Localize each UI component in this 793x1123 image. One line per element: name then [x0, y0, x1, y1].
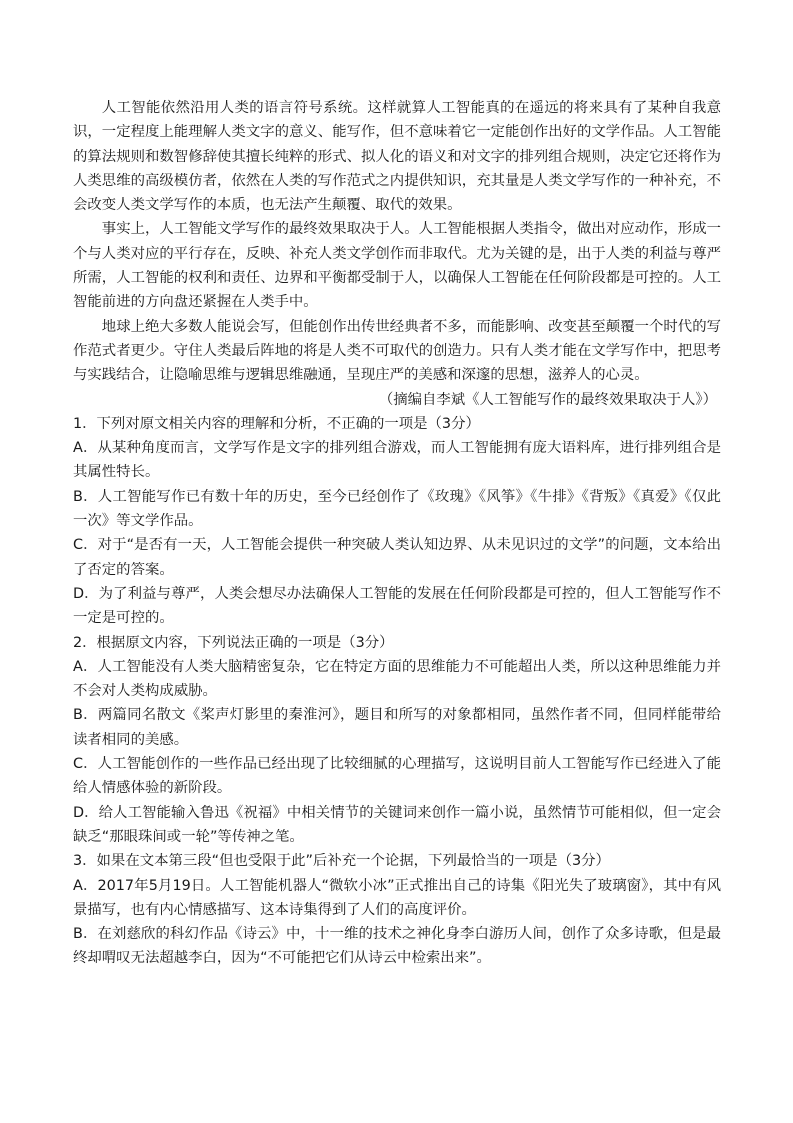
- passage-paragraph: 地球上绝大多数人能说会写，但能创作出传世经典者不多，而能影响、改变甚至颠覆一个时代的写作范式者更少。守住人类最后阵地的将是人类不可取代的创造力。只有人类才能在文学写作中，把思考与实践结合，让隐喻思维与逻辑思维融通，呈现庄严的美感和深邃的思想，滋养人的心灵。: [73, 318, 721, 384]
- option-d: D．给人工智能输入鲁迅《祝福》中相关情节的关键词来创作一篇小说，虽然情节可能相似，但一定会缺乏“那眼珠间或一轮”等传神之笔。: [73, 804, 721, 845]
- passage-paragraph: 事实上，人工智能文学写作的最终效果取决于人。人工智能根据人类指令，做出对应动作，形成一个与人类对应的平行存在，反映、补充人类文学创作而非取代。尤为关键的是，出于人类的利益与尊严所需，人工智能的权利和责任、边界和平衡都受制于人，以确保人工智能在任何阶段都是可控的。人工智能前进的方向盘还紧握在人类手中。: [73, 221, 721, 311]
- passage-paragraph: 人工智能依然沿用人类的语言符号系统。这样就算人工智能真的在遥远的将来具有了某种自我意识，一定程度上能理解人类文字的意义、能写作，但不意味着它一定能创作出好的文学作品。人工智能的算法规则和数智修辞使其擅长纯粹的形式、拟人化的语义和对文字的排列组合规则，决定它还将作为人类思维的高级模仿者，依然在人类的写作范式之内提供知识，充其量是人类文学写作的一种补充，不会改变人类文学写作的本质，也无法产生颠覆、取代的效果。: [73, 100, 721, 214]
- question-2: [73, 631, 721, 850]
- option-a: A．从某种角度而言，文学写作是文字的排列组合游戏，而人工智能拥有庞大语料库，进行排列组合是其属性特长。: [73, 440, 721, 481]
- option-b: B．在刘慈欣的科幻作品《诗云》中，十一维的技术之神化身李白游历人间，创作了众多诗歌，但是最终却喟叹无法超越李白，因为“不可能把它们从诗云中检索出来”。: [73, 926, 721, 967]
- reading-passage: [73, 96, 721, 412]
- option-b: B．两篇同名散文《桨声灯影里的秦淮河》，题目和所写的对象都相同，虽然作者不同，但同样能带给读者相同的美感。: [73, 707, 721, 748]
- option-d: D．为了利益与尊严，人类会想尽办法确保人工智能的发展在任何阶段都是可控的，但人工智能写作不一定是可控的。: [73, 585, 721, 627]
- exam-page: [73, 96, 721, 971]
- passage-citation: （摘编自李斌《人工智能写作的最终效果取决于人》）: [378, 391, 717, 408]
- option-a: A．2017年5月19日。人工智能机器人“微软小冰”正式推出自己的诗集《阳光失了玻璃窗》，其中有风景描写，也有内心情感描写、这本诗集得到了人们的高度评价。: [73, 877, 721, 918]
- question-1: [73, 412, 721, 631]
- option-c: C．人工智能创作的一些作品已经出现了比较细腻的心理描写，这说明目前人工智能写作已经进入了能给人情感体验的新阶段。: [73, 756, 721, 797]
- option-c: C．对于“是否有一天，人工智能会提供一种突破人类认知边界、从未见识过的文学”的问题，文本给出了否定的答案。: [73, 537, 721, 578]
- option-b: B．人工智能写作已有数十年的历史，至今已经创作了《玫瑰》《风筝》《牛排》《背叛》《真爱》《仅此一次》等文学作品。: [73, 488, 721, 530]
- option-a: A．人工智能没有人类大脑精密复杂，它在特定方面的思维能力不可能超出人类，所以这种思维能力并不会对人类构成威胁。: [73, 658, 721, 700]
- question-3: [73, 849, 721, 970]
- question-stem: 3．如果在文本第三段“但也受限于此”后补充一个论据，下列最恰当的一项是（3分）: [73, 853, 610, 870]
- question-stem: 1．下列对原文相关内容的理解和分析，不正确的一项是（3分）: [73, 415, 480, 432]
- question-stem: 2．根据原文内容，下列说法正确的一项是（3分）: [73, 634, 394, 651]
